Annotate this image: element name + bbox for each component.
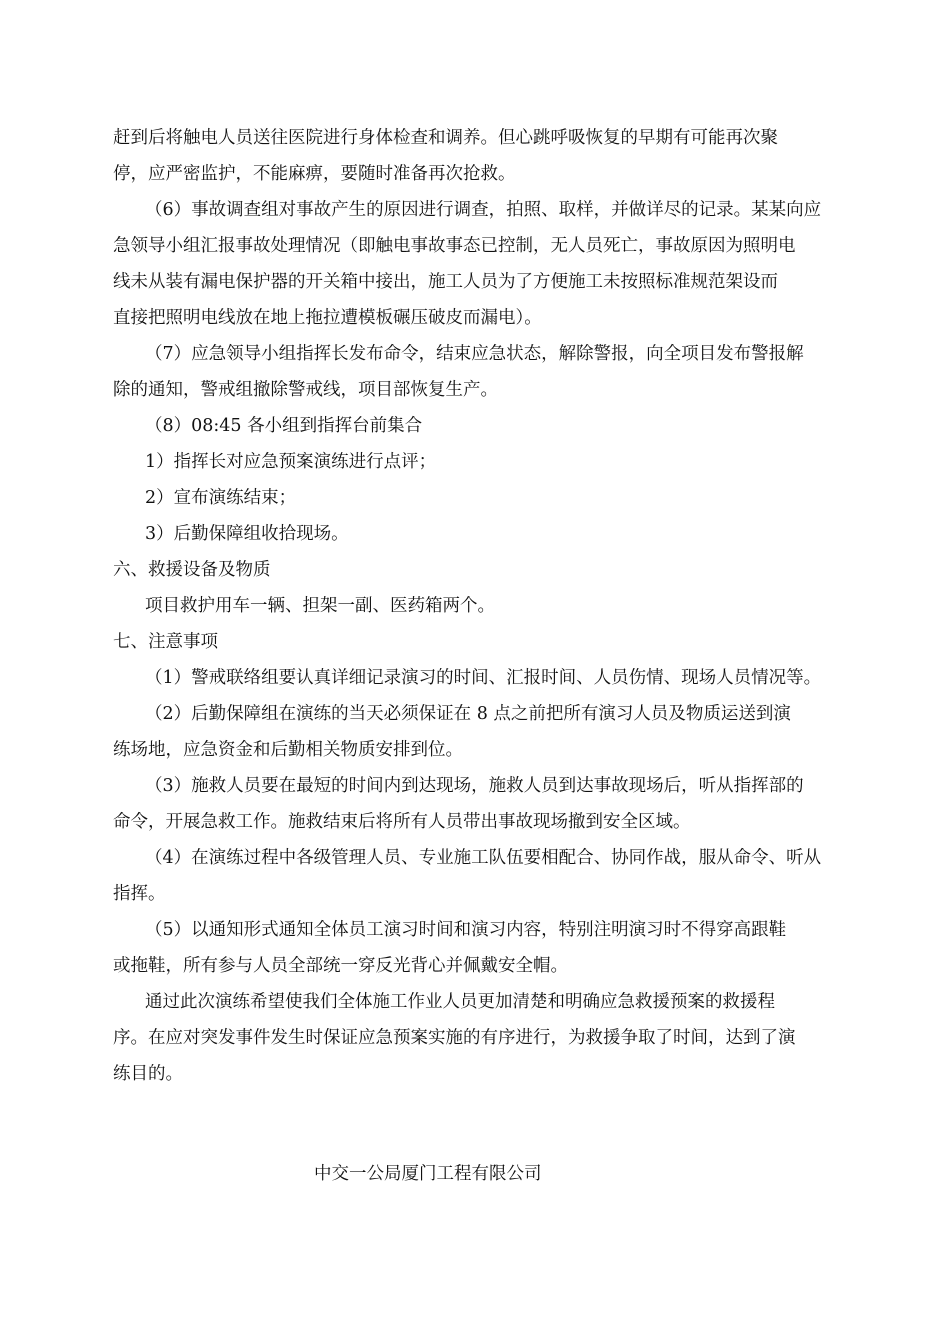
list-item: 3）后勤保障组收拾现场。	[145, 524, 349, 544]
body-line: （6）事故调查组对事故产生的原因进行调查，拍照、取样，并做详尽的记录。某某向应	[145, 200, 822, 220]
body-line: 线未从装有漏电保护器的开关箱中接出，施工人员为了方便施工未按照标准规范架设而	[113, 272, 778, 292]
body-line: 序。在应对突发事件发生时保证应急预案实施的有序进行，为救援争取了时间，达到了演	[113, 1028, 796, 1048]
body-line: （5）以通知形式通知全体员工演习时间和演习内容，特别注明演习时不得穿高跟鞋	[145, 920, 787, 940]
body-line: （4）在演练过程中各级管理人员、专业施工队伍要相配合、协同作战，服从命令、听从	[145, 848, 822, 868]
body-line: 项目救护用车一辆、担架一副、医药箱两个。	[145, 596, 495, 616]
body-line: （3）施救人员要在最短的时间内到达现场，施救人员到达事故现场后，听从指挥部的	[145, 776, 804, 796]
body-line: 赶到后将触电人员送往医院进行身体检查和调养。但心跳呼吸恢复的早期有可能再次聚	[113, 128, 778, 148]
body-line: 练目的。	[113, 1064, 183, 1084]
section-heading: 六、救援设备及物质	[113, 560, 271, 580]
body-line: 急领导小组汇报事故处理情况（即触电事故事态已控制，无人员死亡，事故原因为照明电	[113, 236, 796, 256]
body-line: 除的通知，警戒组撤除警戒线，项目部恢复生产。	[113, 380, 498, 400]
body-line: 或拖鞋，所有参与人员全部统一穿反光背心并佩戴安全帽。	[113, 956, 568, 976]
body-line: （8）08:45 各小组到指挥台前集合	[145, 416, 423, 436]
body-line: 指挥。	[113, 884, 166, 904]
section-heading: 七、注意事项	[113, 632, 218, 652]
list-item: 1）指挥长对应急预案演练进行点评；	[145, 452, 437, 472]
body-line: （1）警戒联络组要认真详细记录演习的时间、汇报时间、人员伤情、现场人员情况等。	[145, 668, 822, 688]
body-line: （2）后勤保障组在演练的当天必须保证在 8 点之前把所有演习人员及物质运送到演	[145, 704, 791, 724]
list-item: 2）宣布演练结束；	[145, 488, 297, 508]
body-line: 命令，开展急救工作。施救结束后将所有人员带出事故现场撤到安全区域。	[113, 812, 691, 832]
body-line: （7）应急领导小组指挥长发布命令，结束应急状态，解除警报，向全项目发布警报解	[145, 344, 804, 364]
body-line: 通过此次演练希望使我们全体施工作业人员更加清楚和明确应急救援预案的救援程	[145, 992, 775, 1012]
body-line: 练场地，应急资金和后勤相关物质安排到位。	[113, 740, 463, 760]
body-line: 停，应严密监护，不能麻痹，要随时准备再次抢救。	[113, 164, 516, 184]
company-signature: 中交一公局厦门工程有限公司	[314, 1164, 542, 1184]
body-line: 直接把照明电线放在地上拖拉遭模板碾压破皮而漏电）。	[113, 308, 542, 328]
